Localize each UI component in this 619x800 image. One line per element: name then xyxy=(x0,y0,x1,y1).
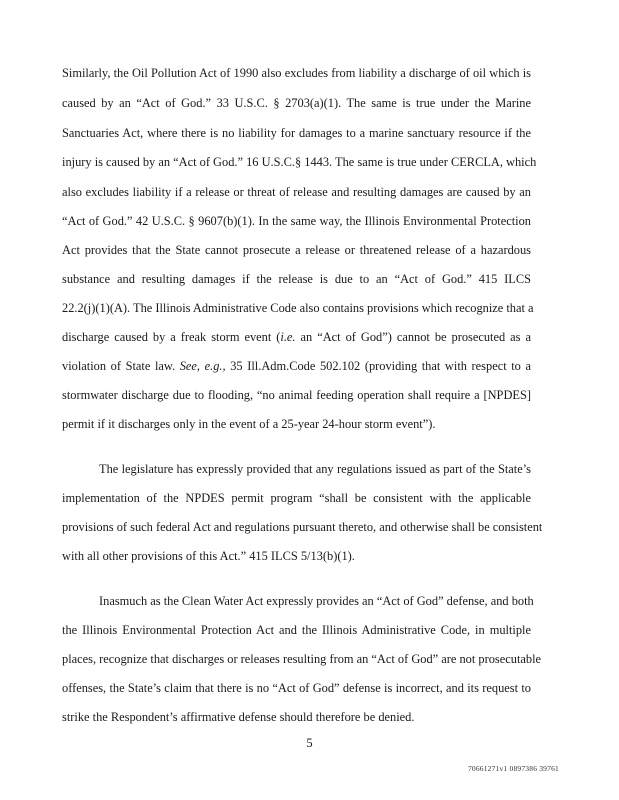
page-number: 5 xyxy=(306,736,313,750)
paragraph-2-line-3: provisions of such federal Act and regulations pursuant thereto, and otherwise shall be consistent xyxy=(62,520,543,534)
paragraph-1-line-4: injury is caused by an “Act of God.” 16 U.S.C.§ 1443. The same is true under CERCLA, which xyxy=(62,155,537,169)
paragraph-1-line-9: 22.2(j)(1)(A). The Illinois Administrative Code also contains provisions which recognize that a xyxy=(62,301,534,315)
document-id: 70661271v1 0897386 39761 xyxy=(467,764,559,773)
paragraph-1-line-8: substance and resulting damages if the release is due to an “Act of God.” 415 ILCS xyxy=(62,272,531,286)
paragraph-3-line-1: Inasmuch as the Clean Water Act expressly provides an “Act of God” defense, and both xyxy=(99,594,534,608)
paragraph-3-line-2: the Illinois Environmental Protection Act and the Illinois Administrative Code, in multiple xyxy=(62,623,531,637)
paragraph-2-line-2: implementation of the NPDES permit program “shall be consistent with the applicable xyxy=(62,491,531,505)
paragraph-1-line-3: Sanctuaries Act, where there is no liability for damages to a marine sanctuary resource if the xyxy=(62,126,531,140)
paragraph-1-line-12: stormwater discharge due to flooding, “no animal feeding operation shall require a [NPDES] xyxy=(62,388,531,402)
paragraph-1-line-6: “Act of God.” 42 U.S.C. § 9607(b)(1). In the same way, the Illinois Environmental Protection xyxy=(62,214,531,228)
paragraph-1-line-11: violation of State law. See, e.g., 35 Ill.Adm.Code 502.102 (providing that with respect to a xyxy=(62,359,531,373)
paragraph-1-line-7: Act provides that the State cannot prosecute a release or threatened release of a hazardous xyxy=(62,243,531,257)
paragraph-3-line-3: places, recognize that discharges or releases resulting from an “Act of God” are not prosecutable xyxy=(62,652,542,666)
paragraph-3-line-5: strike the Respondent’s affirmative defense should therefore be denied. xyxy=(62,710,415,724)
paragraph-2-line-1: The legislature has expressly provided that any regulations issued as part of the State’s xyxy=(99,462,531,476)
paragraph-2-line-4: with all other provisions of this Act.” 415 ILCS 5/13(b)(1). xyxy=(62,549,355,563)
paragraph-1-line-13: permit if it discharges only in the event of a 25-year 24-hour storm event”). xyxy=(62,417,436,431)
paragraph-1-line-5: also excludes liability if a release or threat of release and resulting damages are caused by an xyxy=(62,185,531,199)
paragraph-1-line-1: Similarly, the Oil Pollution Act of 1990 also excludes from liability a discharge of oil which is xyxy=(62,66,531,80)
paragraph-1-line-10: discharge caused by a freak storm event (i.e. an “Act of God”) cannot be prosecuted as a xyxy=(62,330,531,344)
paragraph-3-line-4: offenses, the State’s claim that there is no “Act of God” defense is incorrect, and its request to xyxy=(62,681,531,695)
paragraph-1-line-2: caused by an “Act of God.” 33 U.S.C. § 2703(a)(1). The same is true under the Marine xyxy=(62,96,531,110)
